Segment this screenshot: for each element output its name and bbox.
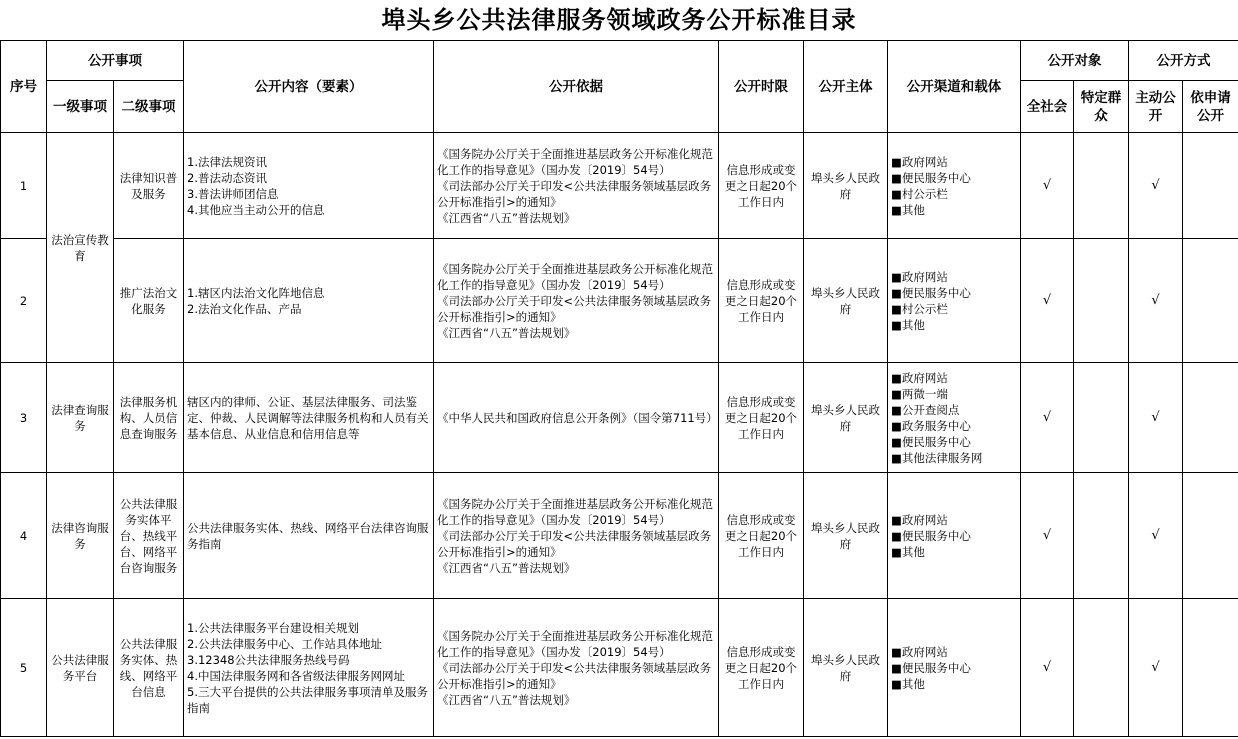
- header-content: 公开内容（要素）: [184, 41, 434, 133]
- row-method-active: √: [1129, 239, 1183, 363]
- header-target-all: 全社会: [1021, 81, 1074, 133]
- row-seq: 2: [1, 239, 47, 363]
- row-content: 1.法律法规资讯 2.普法动态资讯 3.普法讲师团信息 4.其他应当主动公开的信息: [184, 133, 434, 239]
- row-level1: 公共法律服务平台: [47, 599, 114, 737]
- row-content: 公共法律服务实体、热线、网络平台法律咨询服务指南: [184, 473, 434, 599]
- row-basis: 《国务院办公厅关于全面推进基层政务公开标准化规范化工作的指导意见》（国办发〔2019〕54号） 《司法部办公厅关于印发<公共法律服务领域基层政务公开标准指引>的通知》 《江西省“八五”普法规划》: [434, 133, 719, 239]
- row-target-specific: [1074, 599, 1129, 737]
- row-basis: 《国务院办公厅关于全面推进基层政务公开标准化规范化工作的指导意见》（国办发〔2019〕54号） 《司法部办公厅关于印发<公共法律服务领域基层政务公开标准指引>的通知》 《江西省“八五”普法规划》: [434, 239, 719, 363]
- row-channel: ■政府网站 ■两微一端 ■公开查阅点 ■政务服务中心 ■便民服务中心 ■其他法律服务网: [888, 363, 1021, 473]
- row-subject: 埠头乡人民政府: [804, 133, 888, 239]
- row-level2: 公共法律服务实体、热线、网络平台信息: [114, 599, 184, 737]
- table-row: [1, 133, 1238, 239]
- table-row: [1, 599, 1238, 737]
- row-target-specific: [1074, 239, 1129, 363]
- row-seq: 1: [1, 133, 47, 239]
- row-subject: 埠头乡人民政府: [804, 473, 888, 599]
- row-channel: ■政府网站 ■便民服务中心 ■其他: [888, 599, 1021, 737]
- row-subject: 埠头乡人民政府: [804, 363, 888, 473]
- row-level2: 推广法治文化服务: [114, 239, 184, 363]
- row-level1: 法律查询服务: [47, 363, 114, 473]
- row-method-active: √: [1129, 473, 1183, 599]
- row-method-active: √: [1129, 363, 1183, 473]
- page-title: 埠头乡公共法律服务领域政务公开标准目录: [381, 6, 857, 34]
- header-method-apply: 依申请公开: [1183, 81, 1238, 133]
- row-content: 1.辖区内法治文化阵地信息 2.法治文化作品、产品: [184, 239, 434, 363]
- row-content: 1.公共法律服务平台建设相关规划 2.公共法律服务中心、工作站具体地址 3.12348公共法律服务热线号码 4.中国法律服务网和各省级法律服务网网址 5.三大平台提供的公共法律服务事项清单及服务指南: [184, 599, 434, 737]
- header-basis: 公开依据: [434, 41, 719, 133]
- row-level1: 法律咨询服务: [47, 473, 114, 599]
- header-level2: 二级事项: [114, 81, 184, 133]
- table-row: [1, 239, 1238, 363]
- header-time: 公开时限: [719, 41, 804, 133]
- row-method-apply: [1183, 239, 1238, 363]
- header-channel: 公开渠道和载体: [888, 41, 1021, 133]
- row-level2: 法律服务机构、人员信息查询服务: [114, 363, 184, 473]
- header-seq: 序号: [1, 41, 47, 133]
- header-target-specific: 特定群众: [1074, 81, 1129, 133]
- table-row: [1, 473, 1238, 599]
- row-target-all: √: [1021, 133, 1074, 239]
- row-level1: 法治宣传教育: [47, 133, 114, 363]
- row-target-specific: [1074, 363, 1129, 473]
- row-subject: 埠头乡人民政府: [804, 599, 888, 737]
- row-target-all: √: [1021, 599, 1074, 737]
- row-content: 辖区内的律师、公证、基层法律服务、司法鉴定、仲裁、人民调解等法律服务机构和人员有关基本信息、从业信息和信用信息等: [184, 363, 434, 473]
- row-target-all: √: [1021, 363, 1074, 473]
- row-basis: 《国务院办公厅关于全面推进基层政务公开标准化规范化工作的指导意见》（国办发〔2019〕54号） 《司法部办公厅关于印发<公共法律服务领域基层政务公开标准指引>的通知》 《江西省“八五”普法规划》: [434, 599, 719, 737]
- header-target: 公开对象: [1021, 41, 1129, 81]
- header-method-active: 主动公开: [1129, 81, 1183, 133]
- row-time: 信息形成或变更之日起20个工作日内: [719, 363, 804, 473]
- row-method-active: √: [1129, 599, 1183, 737]
- row-time: 信息形成或变更之日起20个工作日内: [719, 133, 804, 239]
- row-seq: 5: [1, 599, 47, 737]
- row-subject: 埠头乡人民政府: [804, 239, 888, 363]
- row-method-apply: [1183, 133, 1238, 239]
- row-method-apply: [1183, 599, 1238, 737]
- row-target-all: √: [1021, 239, 1074, 363]
- row-target-specific: [1074, 473, 1129, 599]
- row-time: 信息形成或变更之日起20个工作日内: [719, 473, 804, 599]
- row-target-all: √: [1021, 473, 1074, 599]
- row-channel: ■政府网站 ■便民服务中心 ■其他: [888, 473, 1021, 599]
- row-level2: 公共法律服务实体平台、热线平台、网络平台咨询服务: [114, 473, 184, 599]
- header-subject: 公开主体: [804, 41, 888, 133]
- row-method-active: √: [1129, 133, 1183, 239]
- disclosure-table: [0, 40, 1238, 737]
- row-basis: 《国务院办公厅关于全面推进基层政务公开标准化规范化工作的指导意见》（国办发〔2019〕54号） 《司法部办公厅关于印发<公共法律服务领域基层政务公开标准指引>的通知》 《江西省“八五”普法规划》: [434, 473, 719, 599]
- table-row: [1, 363, 1238, 473]
- row-method-apply: [1183, 473, 1238, 599]
- row-method-apply: [1183, 363, 1238, 473]
- row-seq: 4: [1, 473, 47, 599]
- header-method: 公开方式: [1129, 41, 1238, 81]
- header-level1: 一级事项: [47, 81, 114, 133]
- row-time: 信息形成或变更之日起20个工作日内: [719, 599, 804, 737]
- header-item: 公开事项: [47, 41, 184, 81]
- row-time: 信息形成或变更之日起20个工作日内: [719, 239, 804, 363]
- row-level2: 法律知识普及服务: [114, 133, 184, 239]
- row-channel: ■政府网站 ■便民服务中心 ■村公示栏 ■其他: [888, 239, 1021, 363]
- row-basis: 《中华人民共和国政府信息公开条例》（国令第711号）: [434, 363, 719, 473]
- row-seq: 3: [1, 363, 47, 473]
- row-channel: ■政府网站 ■便民服务中心 ■村公示栏 ■其他: [888, 133, 1021, 239]
- row-target-specific: [1074, 133, 1129, 239]
